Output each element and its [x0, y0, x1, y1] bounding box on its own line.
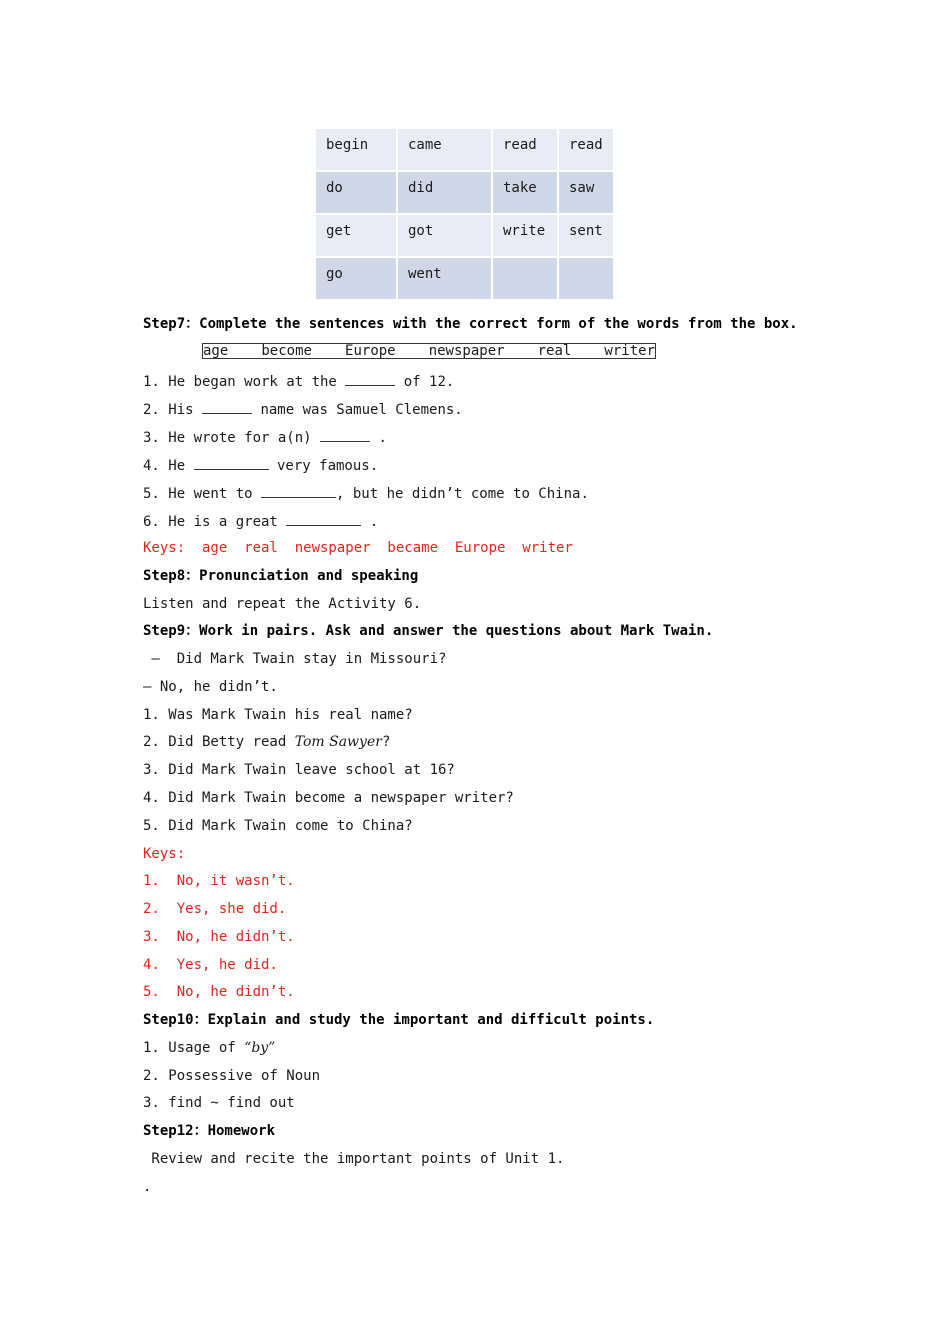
- table-cell: write: [492, 214, 558, 257]
- answer-blank: [261, 483, 336, 498]
- verb-table: [314, 127, 615, 301]
- point-1: 1. Usage of “by”: [143, 1040, 276, 1056]
- answer-4: 4. Yes, he did.: [143, 957, 278, 973]
- question-5: 5. Did Mark Twain come to China?: [143, 818, 413, 834]
- step7-keys: Keys: age real newspaper became Europe writer: [143, 540, 573, 556]
- question-1: 1. Was Mark Twain his real name?: [143, 707, 413, 723]
- answer-blank: [345, 371, 395, 386]
- box-word: become: [261, 343, 312, 359]
- word-box: [202, 343, 656, 359]
- question-4: 4. Did Mark Twain become a newspaper writer?: [143, 790, 514, 806]
- step12-text: Review and recite the important points of Unit 1.: [143, 1151, 565, 1167]
- question-2: 2. Did Betty read Tom Sawyer?: [143, 734, 391, 750]
- step7-heading: Step7：Complete the sentences with the correct form of the words from the box.: [143, 316, 798, 332]
- table-cell: sent: [558, 214, 614, 257]
- table-cell: take: [492, 171, 558, 214]
- point-2: 2. Possessive of Noun: [143, 1068, 321, 1084]
- table-cell: [492, 257, 558, 300]
- dialog-line: — No, he didn’t.: [143, 679, 278, 695]
- step9-keys-label: Keys:: [143, 846, 186, 862]
- end-mark: .: [143, 1179, 152, 1195]
- table-cell: did: [397, 171, 492, 214]
- box-word: age: [203, 343, 229, 359]
- step12-heading: Step12：Homework: [143, 1123, 276, 1139]
- point-3: 3. find ~ find out: [143, 1095, 295, 1111]
- dialog-line: — Did Mark Twain stay in Missouri?: [143, 651, 447, 667]
- answer-blank: [286, 511, 361, 526]
- answer-blank: [194, 455, 269, 470]
- box-word: newspaper: [428, 343, 505, 359]
- table-cell: saw: [558, 171, 614, 214]
- table-cell: do: [315, 171, 397, 214]
- sentence-3: 3. He wrote for a(n) .: [143, 427, 387, 448]
- step8-text: Listen and repeat the Activity 6.: [143, 596, 422, 612]
- table-cell: read: [558, 128, 614, 171]
- table-cell: get: [315, 214, 397, 257]
- book-title: Tom Sawyer: [294, 734, 382, 750]
- box-word: Europe: [345, 343, 396, 359]
- table-cell: begin: [315, 128, 397, 171]
- step8-heading: Step8：Pronunciation and speaking: [143, 568, 419, 584]
- answer-5: 5. No, he didn’t.: [143, 984, 295, 1000]
- table-row: [315, 171, 614, 214]
- answer-3: 3. No, he didn’t.: [143, 929, 295, 945]
- table-cell: got: [397, 214, 492, 257]
- box-word: writer: [604, 343, 655, 359]
- usage-word: “by”: [244, 1040, 276, 1056]
- answer-2: 2. Yes, she did.: [143, 901, 287, 917]
- question-3: 3. Did Mark Twain leave school at 16?: [143, 762, 455, 778]
- sentence-1: 1. He began work at the of 12.: [143, 371, 454, 392]
- sentence-2: 2. His name was Samuel Clemens.: [143, 399, 463, 420]
- table-row: [315, 128, 614, 171]
- sentence-5: 5. He went to , but he didn’t come to China.: [143, 483, 589, 504]
- answer-1: 1. No, it wasn’t.: [143, 873, 295, 889]
- table-cell: went: [397, 257, 492, 300]
- table-row: [315, 214, 614, 257]
- step9-heading: Step9：Work in pairs. Ask and answer the questions about Mark Twain.: [143, 623, 714, 639]
- table-cell: came: [397, 128, 492, 171]
- answer-blank: [202, 399, 252, 414]
- answer-blank: [320, 427, 370, 442]
- table-row: [315, 257, 614, 300]
- table-cell: go: [315, 257, 397, 300]
- sentence-4: 4. He very famous.: [143, 455, 378, 476]
- table-cell: [558, 257, 614, 300]
- sentence-6: 6. He is a great .: [143, 511, 378, 532]
- box-word: real: [537, 343, 572, 359]
- step10-heading: Step10：Explain and study the important and difficult points.: [143, 1012, 655, 1028]
- table-cell: read: [492, 128, 558, 171]
